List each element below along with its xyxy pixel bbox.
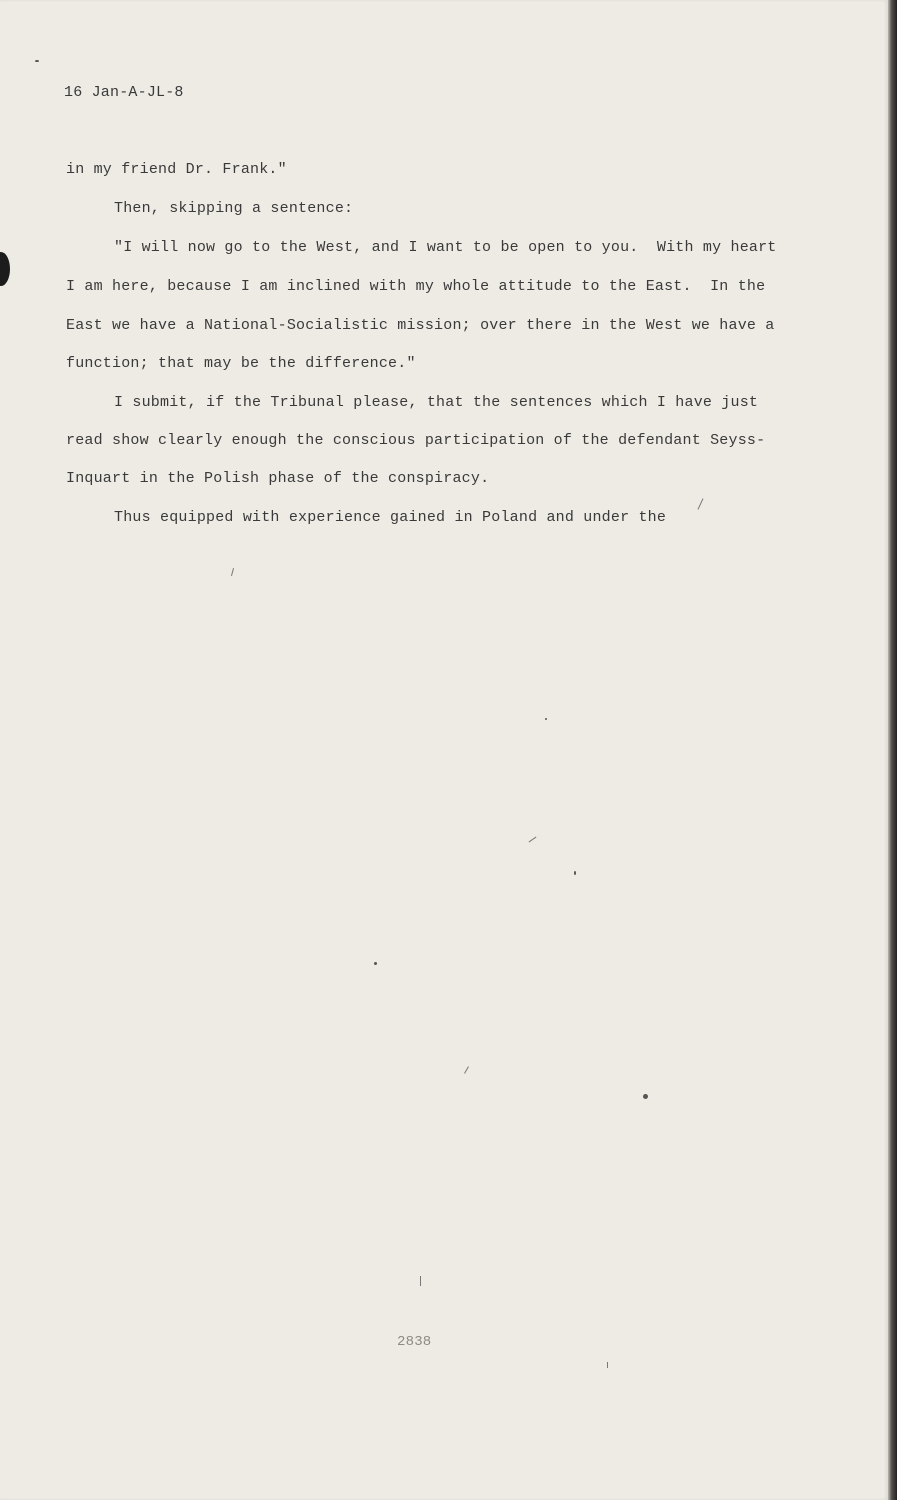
text-line-8: read show clearly enough the conscious participation of the defendant Seyss- [66,432,766,449]
paper-speck [643,1094,648,1099]
text-line-1: in my friend Dr. Frank." [66,161,287,178]
pencil-mark [420,1276,421,1286]
pencil-mark [529,837,537,843]
text-line-9: Inquart in the Polish phase of the conspiracy. [66,470,490,487]
pencil-mark [464,1066,469,1073]
page-edge [888,0,897,1500]
paper-speck [545,718,547,720]
text-line-10: Thus equipped with experience gained in Poland and under the [114,509,667,526]
text-line-2: Then, skipping a sentence: [114,200,354,217]
text-line-5: East we have a National-Socialistic mission; over there in the West we have a [66,317,775,334]
document-header: 16 Jan-A-JL-8 [64,84,184,101]
punch-hole [0,252,10,286]
paper-speck [374,962,377,965]
text-line-7: I submit, if the Tribunal please, that the sentences which I have just [114,394,759,411]
page-number: 2838 [397,1334,432,1350]
pencil-mark [231,568,234,576]
pencil-mark [698,498,704,509]
text-line-6: function; that may be the difference." [66,355,416,372]
text-line-4: I am here, because I am inclined with my whole attitude to the East. In the [66,278,766,295]
paper-speck [574,871,576,875]
pencil-mark [607,1362,608,1368]
text-line-3: "I will now go to the West, and I want to be open to you. With my heart [114,239,777,256]
paper-speck [35,60,39,62]
